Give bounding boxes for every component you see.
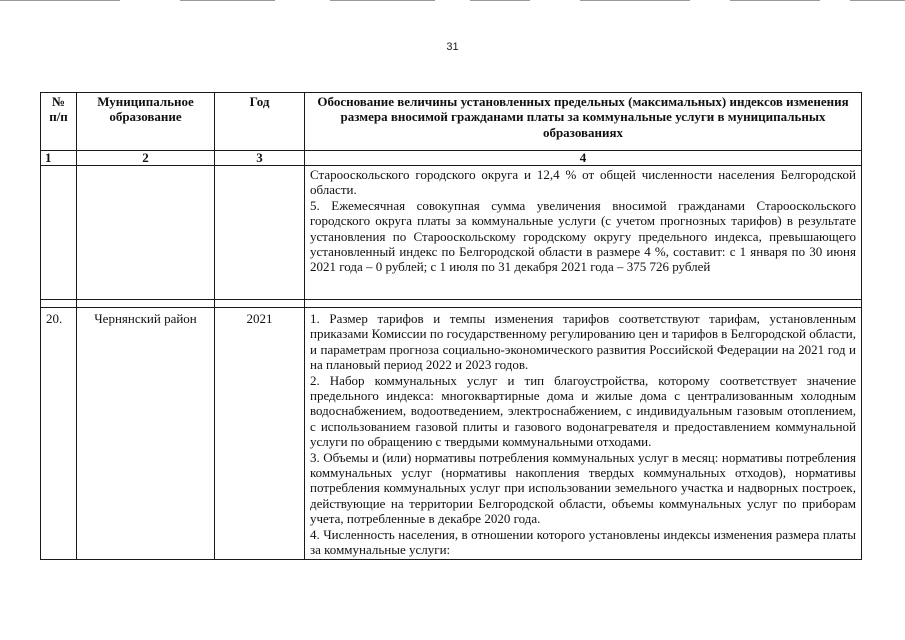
spacer-cell [41,300,77,308]
cell-justification [305,308,862,560]
paragraph: 3. Объемы и (или) нормативы потребления коммунальных услуг в месяц: нормативы потребления коммунальных услуг (нормативы накопления твердых коммунальных отходов), нормативы потребления коммунальных услуг при использовании земельного участка и надворных построек, действующие на территории Белгородской области, объемы коммунальных услуг по приборам учета, потребленные в декабре 2020 года. [310,449,856,527]
top-scan-rule [0,0,905,3]
spacer-cell [215,300,305,308]
cell-municipality-empty [77,166,215,300]
column-number-2: 2 [77,151,215,166]
row-spacer [41,300,862,308]
cell-municipality: Чернянский район [77,308,215,560]
column-number-row [41,151,862,166]
header-municipality: Муниципальное образование [77,93,215,151]
table-header-row [41,93,862,151]
header-justification: Обоснование величины установленных предельных (максимальных) индексов изменения размера вносимой гражданами платы за коммунальные услуги в муниципальных образованиях [305,93,862,151]
cell-number-empty [41,166,77,300]
cell-year-empty [215,166,305,300]
cell-row-number: 20. [41,308,77,560]
column-number-4: 4 [305,151,862,166]
table-row-continued [41,166,862,300]
paragraph: 1. Размер тарифов и темпы изменения тарифов соответствуют тарифам, установленным приказами Комиссии по государственному регулированию цен и тарифов в Белгородской области, и параметрам прогноза социально-экономического развития Российской Федерации на 2021 год и на плановый период 2022 и 2023 годов. [310,311,856,373]
paragraph: Старооскольского городского округа и 12,4 % от общей численности населения Белгородской области. [310,167,856,198]
column-number-1: 1 [41,151,77,166]
paragraph: 4. Численность населения, в отношении которого установлены индексы изменения размера платы за коммунальные услуги: [310,526,856,558]
paragraph: 2. Набор коммунальных услуг и тип благоустройства, которому соответствует значение предельного индекса: многоквартирные дома и жилые дома с централизованным холодным водоснабжением, водоотведением, электроснабжением, с индивидуальным газовым отоплением, с использованием газовой плиты и газового водонагревателя и предоставлением коммунальной услуги по обращению с твердыми коммунальными отходами. [310,372,856,450]
page-number: 31 [446,41,459,53]
table-row-20 [41,308,862,560]
header-year: Год [215,93,305,151]
cell-year: 2021 [215,308,305,560]
header-row-number: № п/п [41,93,77,151]
spacer-cell [77,300,215,308]
paragraph: 5. Ежемесячная совокупная сумма увеличения вносимой гражданами Старооскольского городского округа платы за коммунальные услуги (с учетом прогнозных тарифов) в результате установления по Старооскольскому городскому округу предельного индекса, превышающего установленный индекс по Белгородской области в размере 4 %, составит: с 1 января по 30 июня 2021 года – 0 рублей; с 1 июля по 31 декабря 2021 года – 375 726 рублей [310,197,856,275]
cell-justification-continued [305,166,862,300]
justification-table [40,92,862,560]
spacer-cell [305,300,862,308]
column-number-3: 3 [215,151,305,166]
